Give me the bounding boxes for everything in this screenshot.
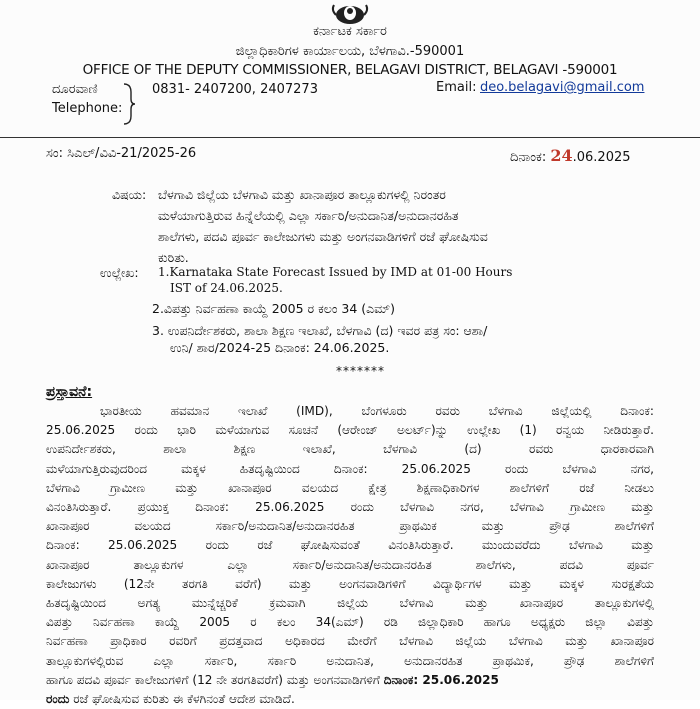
body-line: ನಿರ್ವಹಣಾ ಪ್ರಾಧಿಕಾರ ರವರಿಗೆ ಪ್ರದತ್ತವಾದ ಅಧಿಕಾರದ ಮೇರೆಗೆ ಬೆಳಗಾವಿ ಜಿಲ್ಲೆಯ ಬೆಳಗಾವಿ ಮತ್ತು ಖಾನಾಪೂರ	[46, 634, 654, 649]
brace-icon	[122, 82, 136, 126]
email-address[interactable]: deo.belagavi@gmail.com	[480, 80, 645, 95]
reference-2: 2.ವಿಪತ್ತು ನಿರ್ವಹಣಾ ಕಾಯ್ದೆ 2005 ರ ಕಲಂ 34 (ಎಮ್)	[152, 301, 395, 316]
reference-3-cont: ಉನಿ/ ಶಾರ/2024-25 ದಿನಾಂಕ: 24.06.2025.	[170, 340, 390, 355]
final-line-bold: ರಂದು	[46, 692, 70, 707]
preamble-heading: ಪ್ರಸ್ತಾವನೆ:	[46, 384, 93, 400]
email-label: Email:	[436, 80, 477, 95]
body-line: ವಿನಂತಿಸಿರುತ್ತಾರೆ. ಪ್ರಯುಕ್ತ ದಿನಾಂಕ: 25.06.2025 ರಂದು ಬೆಳಗಾವಿ ನಗರ, ಬೆಳಗಾವಿ ಗ್ರಾಮೀಣ ಮತ್ತು	[46, 500, 654, 515]
body-line: ಖಾನಾಪೂರ ವಲಯದ ಸರ್ಕಾರಿ/ಅನುದಾನಿತ/ಅನುದಾನರಹಿತ ಪ್ರಾಥಮಿಕ ಮತ್ತು ಪ್ರೌಢ ಶಾಲೆಗಳಿಗೆ	[46, 519, 654, 534]
body-line: ಉಪನಿರ್ದೇಶಕರು, ಶಾಲಾ ಶಿಕ್ಷಣ ಇಲಾಖೆ, ಬೆಳಗಾವಿ (ದ) ರವರು ಧಾರಕಾರವಾಗಿ	[46, 442, 654, 457]
subject-line: ಬೆಳಗಾವಿ ಜಿಲ್ಲೆಯ ಬೆಳಗಾವಿ ಮತ್ತು ಖಾನಾಪೂರ ತಾಲ್ಲೂಕುಗಳಲ್ಲಿ ನಿರಂತರ	[158, 187, 446, 202]
body-line: ಖಾನಾಪೂರ ತಾಲ್ಲೂಕುಗಳ ಎಲ್ಲಾ ಸರ್ಕಾರಿ/ಅನುದಾನಿತ/ಅನುದಾನರಹಿತ ಶಾಲೆಗಳು, ಪದವಿ ಪೂರ್ವ	[46, 557, 654, 572]
subject-line: ಕುರಿತು.	[158, 250, 189, 265]
body-line: ಕಾಲೇಜುಗಳು (12ನೇ ತರಗತಿ ವರೆಗೆ) ಮತ್ತು ಅಂಗನವಾಡಿಗಳಿಗೆ ವಿದ್ಯಾರ್ಥಿಗಳ ಮತ್ತು ಮಕ್ಕಳ ಸುರಕ್ಷತೆಯ	[46, 576, 654, 591]
body-line: ದಿನಾಂಕ: 25.06.2025 ರಂದು ರಜೆ ಘೋಷಿಸುವಂತೆ ವಿನಂತಿಸಿರುತ್ತಾರೆ. ಮುಂದುವರೆದು ಬೆಳಗಾವಿ ಮತ್ತು	[46, 538, 654, 553]
phone-label-kannada: ದೂರವಾಣಿ	[52, 82, 98, 97]
reference-number: ಸಂ: ಸಿಎಲ್/ವಿವಿ-21/2025-26	[46, 146, 197, 161]
phone-numbers: 0831- 2407200, 2407273	[152, 82, 318, 97]
header-divider	[0, 137, 700, 138]
preamble-body	[46, 402, 654, 709]
office-title-kannada: ಜಿಲ್ಲಾಧಿಕಾರಿಗಳ ಕಾರ್ಯಾಲಯ, ಬೆಳಗಾವಿ.-590001	[235, 44, 465, 59]
subject-line: ಶಾಲೆಗಳು, ಪದವಿ ಪೂರ್ವ ಕಾಲೇಜುಗಳು ಮತ್ತು ಅಂಗನವಾಡಿಗಳಿಗೆ ರಜೆ ಘೋಷಿಸುವ	[158, 229, 488, 244]
body-line-with-date	[46, 671, 654, 690]
body-line: ವಿಪತ್ತು ನಿರ್ವಹಣಾ ಕಾಯ್ದೆ 2005 ರ ಕಲಂ 34(ಎಮ್) ರಡಿ ಜಿಲ್ಲಾಧಿಕಾರಿ ಹಾಗೂ ಅಧ್ಯಕ್ಷರು ಜಿಲ್ಲಾ ವಿಪತ್ತು	[46, 615, 654, 630]
body-line: ಮಳೆಯಾಗುತ್ತಿರುವುದರಿಂದ ಮಕ್ಕಳ ಹಿತದೃಷ್ಟಿಯಿಂದ ದಿನಾಂಕ: 25.06.2025 ರಂದು ಬೆಳಗಾವಿ ನಗರ,	[46, 461, 654, 476]
body-line: ಹಾಗೂ ಪದವಿ ಪೂರ್ವ ಕಾಲೇಜುಗಳಿಗೆ (12 ನೇ ತರಗತಿವರೆಗೆ) ಮತ್ತು ಅಂಗನವಾಡಿಗಳಿಗೆ	[46, 672, 380, 687]
subject-line: ಮಳೆಯಾಗುತ್ತಿರುವ ಹಿನ್ನೆಲೆಯಲ್ಲಿ ಎಲ್ಲಾ ಸರ್ಕಾರಿ/ಅನುದಾನಿತ/ಅನುದಾನರಹಿತ	[158, 208, 459, 223]
reference-1-cont: IST of 24.06.2025.	[170, 281, 283, 295]
body-line: 25.06.2025 ರಂದು ಭಾರಿ ಮಳೆಯಾಗುವ ಸೂಚನೆ (ಆರೇಂಜ್ ಅಲರ್ಟ್‌)ನ್ನು ಉಲ್ಲೇಖ (1) ರನ್ವಯ ನೀಡಿರುತ್ತಾರೆ.	[46, 423, 654, 438]
body-line: ತಾಲ್ಲೂಕುಗಳಲ್ಲಿರುವ ಎಲ್ಲಾ ಸರ್ಕಾರಿ, ಸರ್ಕಾರಿ ಅನುದಾನಿತ, ಅನುದಾನರಹಿತ ಪ್ರಾಥಮಿಕ, ಪ್ರೌಢ ಶಾಲೆಗಳಿಗೆ	[46, 653, 654, 668]
subject-label: ವಿಷಯ:	[112, 187, 147, 202]
date-suffix: .06.2025	[572, 150, 631, 165]
references-label: ಉಲ್ಲೇಖ:	[100, 265, 139, 280]
body-line: ಭಾರತೀಯ ಹವಮಾನ ಇಲಾಖೆ (IMD), ಬೆಂಗಳೂರು ರವರು ಬೆಳಗಾವಿ ಜಿಲ್ಲೆಯಲ್ಲಿ ದಿನಾಂಕ:	[100, 404, 654, 418]
effective-date: ದಿನಾಂಕ: 25.06.2025	[383, 672, 499, 687]
government-emblem-icon	[327, 2, 373, 26]
section-separator: *******	[336, 364, 385, 378]
final-line-rest: ರಜೆ ಘೋಷಿಸುವ ಕುರಿತು ಈ ಕೆಳಗಿನಂತೆ ಆದೇಶ ಮಾಡಿದೆ.	[69, 692, 295, 707]
date-label: ದಿನಾಂಕ:	[510, 150, 547, 165]
body-line: ಬೆಳಗಾವಿ ಗ್ರಾಮೀಣ ಮತ್ತು ಖಾನಾಪೂರ ವಲಯದ ಕ್ಷೇತ್ರ ಶಿಕ್ಷಣಾಧಿಕಾರಿಗಳ ಶಾಲೆಗಳಿಗೆ ರಜೆ ನೀಡಲು	[46, 480, 654, 495]
order-date	[510, 146, 631, 165]
phone-label-english: Telephone:	[52, 101, 123, 116]
reference-3: 3. ಉಪನಿರ್ದೇಶಕರು, ಶಾಲಾ ಶಿಕ್ಷಣ ಇಲಾಖೆ, ಬೆಳಗಾವಿ (ದ) ಇವರ ಪತ್ರ ಸಂ: ಆಶಾ/	[152, 323, 488, 338]
body-line: ಹಿತದೃಷ್ಟಿಯಿಂದ ಅಗತ್ಯ ಮುನ್ನೆಚ್ಚರಿಕೆ ಕ್ರಮವಾಗಿ ಜಿಲ್ಲೆಯ ಬೆಳಗಾವಿ ಮತ್ತು ಖಾನಾಪೂರ ತಾಲ್ಲೂಕುಗಳಲ್ಲಿ	[46, 596, 654, 611]
reference-1: 1.Karnataka State Forecast Issued by IMD at 01-00 Hours	[158, 265, 513, 279]
government-title: ಕರ್ನಾಟಕ ಸರ್ಕಾರ	[313, 24, 387, 39]
date-handwritten: 24	[550, 146, 573, 165]
office-title-english: OFFICE OF THE DEPUTY COMMISSIONER, BELAGAVI DISTRICT, BELAGAVI -590001	[82, 62, 618, 78]
